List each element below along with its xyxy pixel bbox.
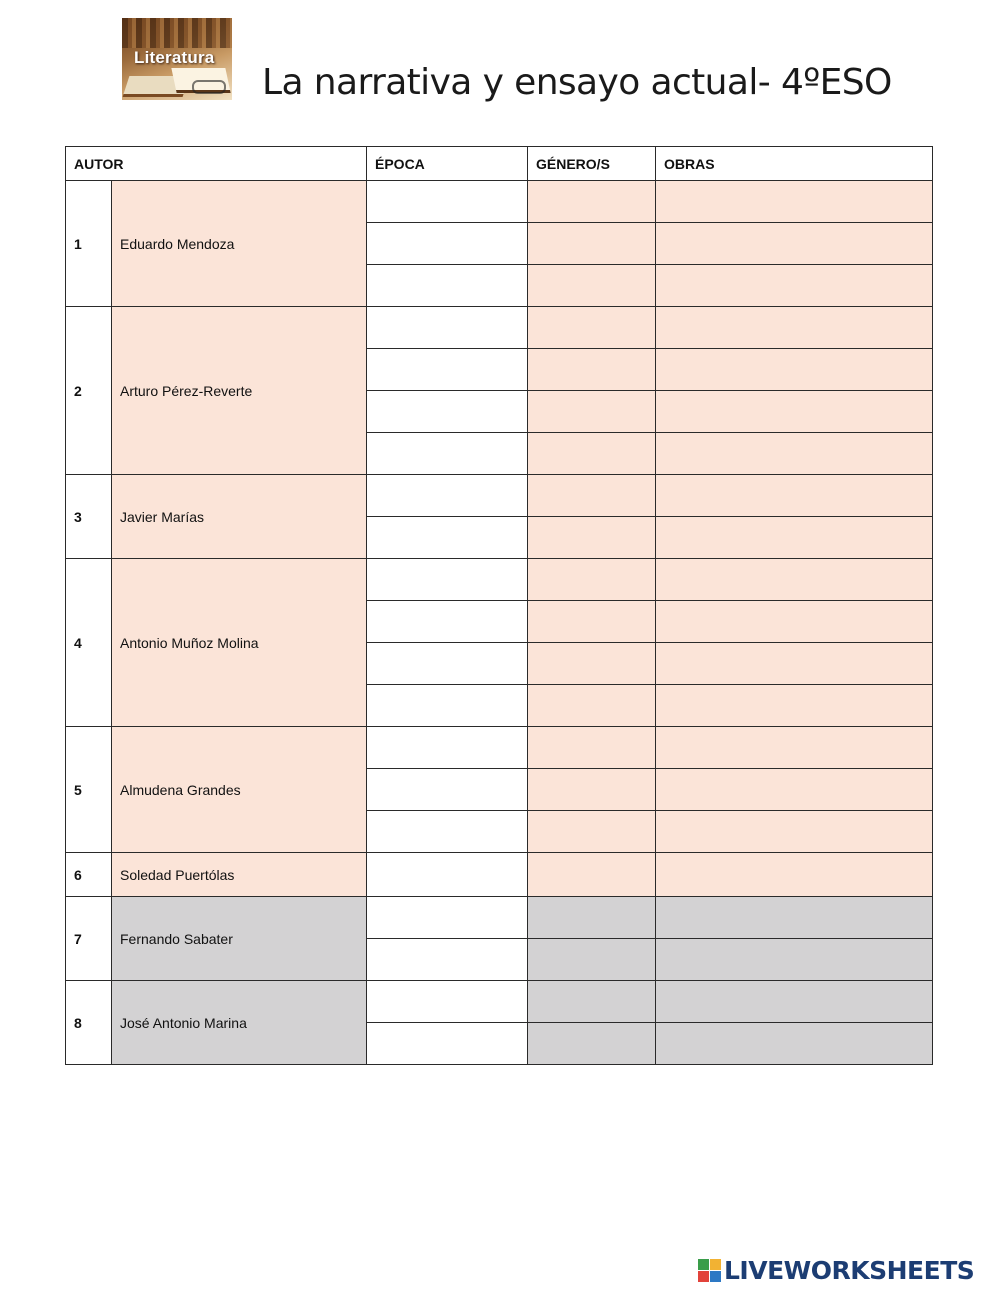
genero-input[interactable]	[528, 433, 656, 475]
author-number: 2	[66, 307, 112, 475]
author-name: Soledad Puertólas	[112, 853, 367, 897]
epoca-input[interactable]	[367, 981, 528, 1023]
obras-input[interactable]	[656, 223, 933, 265]
obras-input[interactable]	[656, 181, 933, 223]
genero-input[interactable]	[528, 769, 656, 811]
epoca-input[interactable]	[367, 475, 528, 517]
genero-input[interactable]	[528, 1023, 656, 1065]
obras-input[interactable]	[656, 727, 933, 769]
column-header-autor: AUTOR	[66, 147, 367, 181]
author-name: Eduardo Mendoza	[112, 181, 367, 307]
genero-input[interactable]	[528, 475, 656, 517]
author-name: Javier Marías	[112, 475, 367, 559]
logo-square-yellow	[710, 1259, 721, 1270]
epoca-input[interactable]	[367, 811, 528, 853]
genero-input[interactable]	[528, 265, 656, 307]
obras-input[interactable]	[656, 559, 933, 601]
author-number: 8	[66, 981, 112, 1065]
liveworksheets-footer	[698, 1255, 974, 1285]
author-name: Almudena Grandes	[112, 727, 367, 853]
epoca-input[interactable]	[367, 307, 528, 349]
author-number: 7	[66, 897, 112, 981]
table-row	[66, 981, 933, 1023]
epoca-input[interactable]	[367, 559, 528, 601]
author-name: José Antonio Marina	[112, 981, 367, 1065]
obras-input[interactable]	[656, 307, 933, 349]
genero-input[interactable]	[528, 897, 656, 939]
obras-input[interactable]	[656, 517, 933, 559]
genero-input[interactable]	[528, 643, 656, 685]
genero-input[interactable]	[528, 939, 656, 981]
genero-input[interactable]	[528, 811, 656, 853]
obras-input[interactable]	[656, 769, 933, 811]
epoca-input[interactable]	[367, 433, 528, 475]
column-header-genero: GÉNERO/S	[528, 147, 656, 181]
table-header-row	[66, 147, 933, 181]
column-header-obras: OBRAS	[656, 147, 933, 181]
logo-square-red	[698, 1271, 709, 1282]
genero-input[interactable]	[528, 517, 656, 559]
author-name: Arturo Pérez-Reverte	[112, 307, 367, 475]
obras-input[interactable]	[656, 811, 933, 853]
authors-table	[65, 146, 933, 1065]
table-row	[66, 897, 933, 939]
table-row	[66, 727, 933, 769]
epoca-input[interactable]	[367, 181, 528, 223]
epoca-input[interactable]	[367, 349, 528, 391]
logo-text: Literatura	[134, 48, 215, 67]
genero-input[interactable]	[528, 307, 656, 349]
genero-input[interactable]	[528, 349, 656, 391]
epoca-input[interactable]	[367, 223, 528, 265]
author-name: Antonio Muñoz Molina	[112, 559, 367, 727]
genero-input[interactable]	[528, 727, 656, 769]
obras-input[interactable]	[656, 475, 933, 517]
genero-input[interactable]	[528, 181, 656, 223]
obras-input[interactable]	[656, 853, 933, 897]
obras-input[interactable]	[656, 349, 933, 391]
glasses-icon	[192, 80, 226, 94]
obras-input[interactable]	[656, 643, 933, 685]
epoca-input[interactable]	[367, 643, 528, 685]
table-row	[66, 475, 933, 517]
author-number: 6	[66, 853, 112, 897]
genero-input[interactable]	[528, 853, 656, 897]
genero-input[interactable]	[528, 391, 656, 433]
obras-input[interactable]	[656, 897, 933, 939]
logo-square-green	[698, 1259, 709, 1270]
epoca-input[interactable]	[367, 685, 528, 727]
genero-input[interactable]	[528, 685, 656, 727]
table-row	[66, 307, 933, 349]
table-row	[66, 853, 933, 897]
table-row	[66, 559, 933, 601]
author-number: 3	[66, 475, 112, 559]
epoca-input[interactable]	[367, 897, 528, 939]
genero-input[interactable]	[528, 559, 656, 601]
genero-input[interactable]	[528, 601, 656, 643]
epoca-input[interactable]	[367, 391, 528, 433]
epoca-input[interactable]	[367, 769, 528, 811]
epoca-input[interactable]	[367, 853, 528, 897]
author-name: Fernando Sabater	[112, 897, 367, 981]
obras-input[interactable]	[656, 939, 933, 981]
obras-input[interactable]	[656, 685, 933, 727]
bookshelf-graphic	[122, 18, 232, 48]
logo-square-blue	[710, 1271, 721, 1282]
genero-input[interactable]	[528, 223, 656, 265]
author-number: 4	[66, 559, 112, 727]
liveworksheets-logo-icon	[698, 1259, 721, 1282]
author-number: 5	[66, 727, 112, 853]
epoca-input[interactable]	[367, 939, 528, 981]
genero-input[interactable]	[528, 981, 656, 1023]
obras-input[interactable]	[656, 981, 933, 1023]
obras-input[interactable]	[656, 1023, 933, 1065]
author-number: 1	[66, 181, 112, 307]
page-title: La narrativa y ensayo actual- 4ºESO	[262, 62, 892, 103]
epoca-input[interactable]	[367, 727, 528, 769]
obras-input[interactable]	[656, 265, 933, 307]
obras-input[interactable]	[656, 601, 933, 643]
epoca-input[interactable]	[367, 601, 528, 643]
obras-input[interactable]	[656, 391, 933, 433]
literatura-logo	[122, 18, 232, 100]
epoca-input[interactable]	[367, 517, 528, 559]
epoca-input[interactable]	[367, 265, 528, 307]
table-row	[66, 181, 933, 223]
epoca-input[interactable]	[367, 1023, 528, 1065]
obras-input[interactable]	[656, 433, 933, 475]
column-header-epoca: ÉPOCA	[367, 147, 528, 181]
brand-name: LIVEWORKSHEETS	[724, 1255, 975, 1285]
